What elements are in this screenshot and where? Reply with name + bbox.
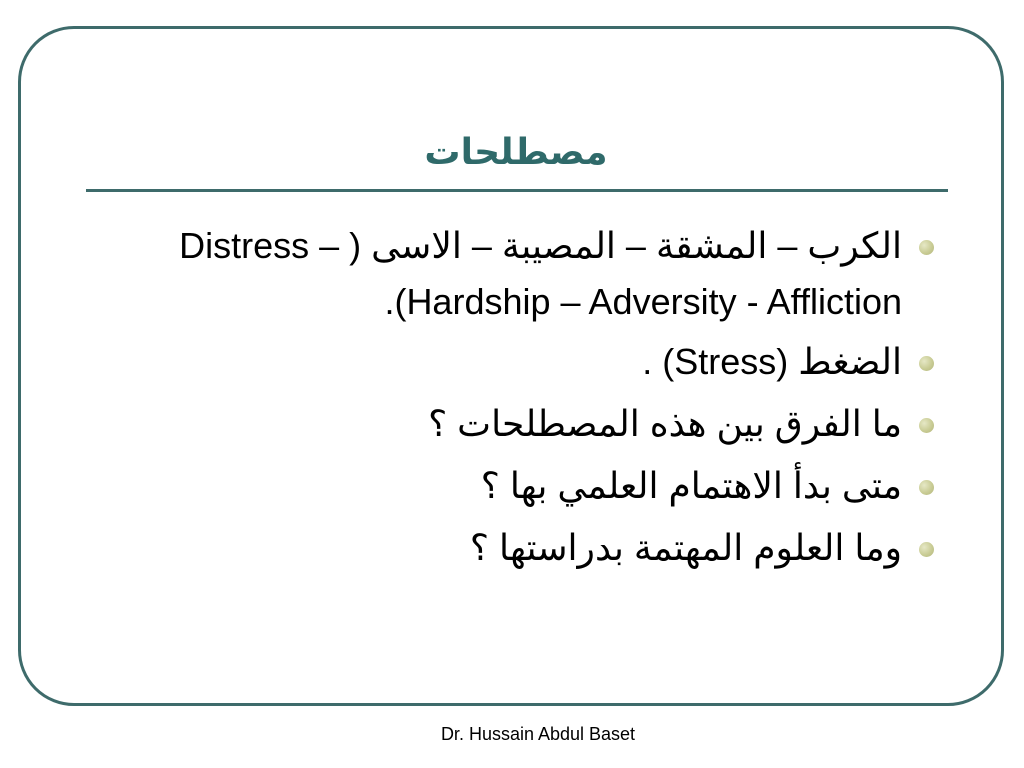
bullet-dot-icon [919,240,934,255]
bullet-text: ما الفرق بين هذه المصطلحات ؟ [428,403,902,444]
bullet-text: الضغط (Stress) . [642,341,902,382]
list-item [120,396,940,452]
bullet-dot-icon [919,356,934,371]
bullet-text: متى بدأ الاهتمام العلمي بها ؟ [480,465,902,506]
slide-title: مصطلحات [424,131,608,172]
title-divider [86,189,948,192]
bullet-list [120,218,940,582]
footer-author: Dr. Hussain Abdul Baset [440,724,636,744]
bullet-text: وما العلوم المهتمة بدراستها ؟ [469,527,902,568]
list-item [120,334,940,390]
list-item [120,520,940,576]
bullet-dot-icon [919,418,934,433]
list-item [120,218,940,330]
bullet-text: الكرب – المشقة – المصيبة – الاسى ( Distress – Hardship – Adversity - Affliction). [179,225,902,322]
bullet-dot-icon [919,542,934,557]
bullet-dot-icon [919,480,934,495]
list-item [120,458,940,514]
